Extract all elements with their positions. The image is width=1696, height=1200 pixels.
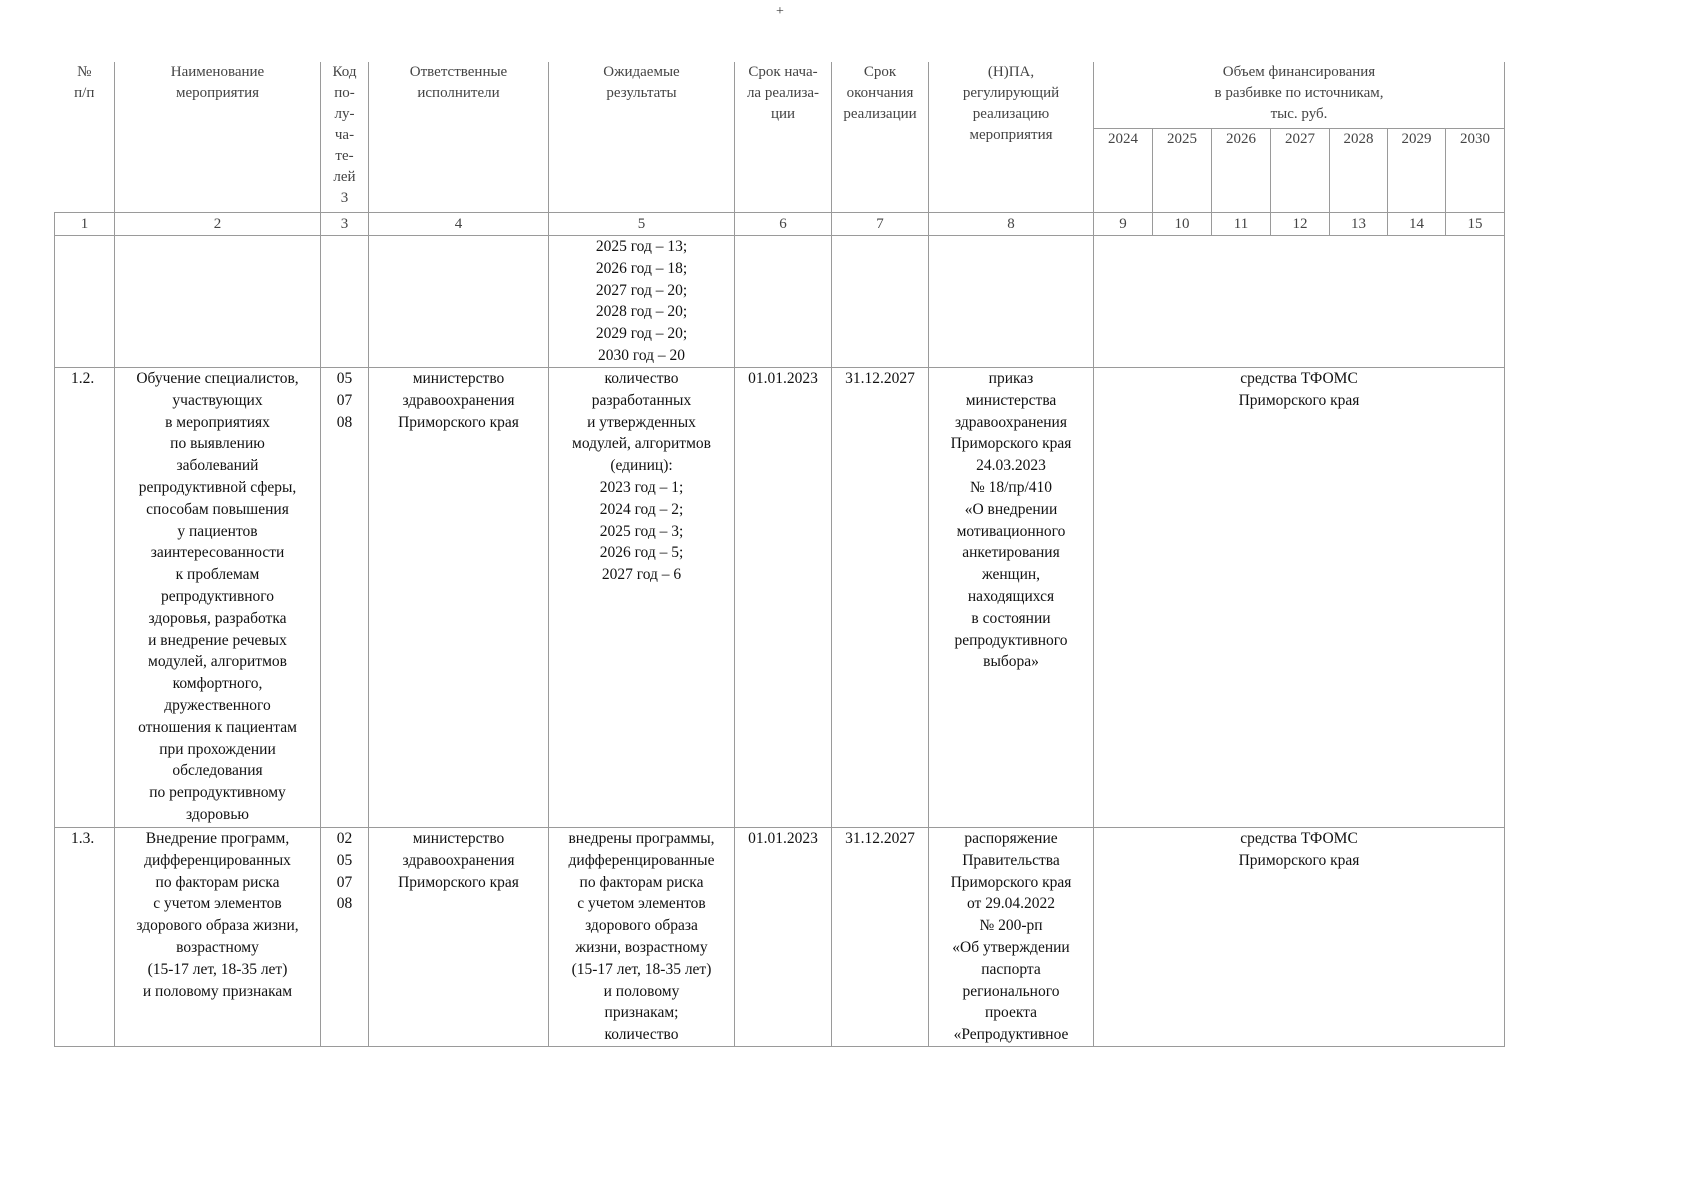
header-name: Наименование мероприятия — [115, 62, 321, 213]
regulating-act: приказ министерства здравоохранения Приморского края 24.03.2023 № 18/пр/410 «О внедрении мотивационного анкетирования женщин, находящихся в состоянии репродуктивного выбора» — [929, 368, 1094, 828]
column-number: 9 — [1094, 213, 1153, 236]
header-year: 2026 — [1212, 129, 1271, 213]
column-number: 2 — [115, 213, 321, 236]
header-year: 2025 — [1153, 129, 1212, 213]
row-number: 1.3. — [55, 828, 115, 1047]
header-end: Срок окончания реализации — [832, 62, 929, 213]
header-funding: Объем финансирования в разбивке по источникам, тыс. руб. — [1094, 62, 1505, 129]
recipient-codes: 05 07 08 — [321, 368, 369, 828]
start-date — [735, 236, 832, 368]
regulating-act — [929, 236, 1094, 368]
header-row — [55, 62, 1505, 129]
row-number — [55, 236, 115, 368]
funding-source — [1094, 236, 1505, 368]
program-table — [54, 62, 1505, 1047]
column-number: 6 — [735, 213, 832, 236]
column-number: 8 — [929, 213, 1094, 236]
executor: министерство здравоохранения Приморского края — [369, 368, 549, 828]
end-date: 31.12.2027 — [832, 368, 929, 828]
table-row — [55, 236, 1505, 368]
header-year: 2029 — [1388, 129, 1446, 213]
row-number: 1.2. — [55, 368, 115, 828]
page-mark: + — [776, 4, 784, 19]
end-date — [832, 236, 929, 368]
header-year: 2028 — [1330, 129, 1388, 213]
expected-results: внедрены программы, дифференцированные по факторам риска с учетом элементов здорового образа жизни, возрастному (15-17 лет, 18-35 лет) и половому признакам; количество — [549, 828, 735, 1047]
header-results: Ожидаемые результаты — [549, 62, 735, 213]
column-number: 13 — [1330, 213, 1388, 236]
column-number: 11 — [1212, 213, 1271, 236]
executor: министерство здравоохранения Приморского края — [369, 828, 549, 1047]
expected-results: 2025 год – 13; 2026 год – 18; 2027 год – 20; 2028 год – 20; 2029 год – 20; 2030 год – 20 — [549, 236, 735, 368]
table-row — [55, 828, 1505, 1047]
measure-name — [115, 236, 321, 368]
header-year: 2030 — [1446, 129, 1505, 213]
column-number-row — [55, 213, 1505, 236]
header-codes: Код по- лу- ча- те- лей 3 — [321, 62, 369, 213]
funding-source: средства ТФОМС Приморского края — [1094, 828, 1505, 1047]
recipient-codes: 02 05 07 08 — [321, 828, 369, 1047]
column-number: 15 — [1446, 213, 1505, 236]
start-date: 01.01.2023 — [735, 828, 832, 1047]
executor — [369, 236, 549, 368]
funding-source: средства ТФОМС Приморского края — [1094, 368, 1505, 828]
header-year: 2027 — [1271, 129, 1330, 213]
table-row — [55, 368, 1505, 828]
header-executors: Ответственные исполнители — [369, 62, 549, 213]
column-number: 10 — [1153, 213, 1212, 236]
recipient-codes — [321, 236, 369, 368]
expected-results: количество разработанных и утвержденных модулей, алгоритмов (единиц): 2023 год – 1; 2024 год – 2; 2025 год – 3; 2026 год – 5; 2027 год – 6 — [549, 368, 735, 828]
column-number: 5 — [549, 213, 735, 236]
regulating-act: распоряжение Правительства Приморского края от 29.04.2022 № 200-рп «Об утверждении паспорта регионального проекта «Репродуктивное — [929, 828, 1094, 1047]
header-npa: (Н)ПА, регулирующий реализацию мероприятия — [929, 62, 1094, 213]
header-no: № п/п — [55, 62, 115, 213]
column-number: 12 — [1271, 213, 1330, 236]
header-start: Срок нача- ла реализа- ции — [735, 62, 832, 213]
column-number: 14 — [1388, 213, 1446, 236]
start-date: 01.01.2023 — [735, 368, 832, 828]
header-year: 2024 — [1094, 129, 1153, 213]
column-number: 4 — [369, 213, 549, 236]
column-number: 1 — [55, 213, 115, 236]
end-date: 31.12.2027 — [832, 828, 929, 1047]
measure-name: Внедрение программ, дифференцированных по факторам риска с учетом элементов здорового образа жизни, возрастному (15-17 лет, 18-35 лет) и половому признакам — [115, 828, 321, 1047]
column-number: 7 — [832, 213, 929, 236]
measure-name: Обучение специалистов, участвующих в мероприятиях по выявлению заболеваний репродуктивной сферы, способам повышения у пациентов заинтересованности к проблемам репродуктивного здоровья, разработка и внедрение речевых модулей, алгоритмов комфортного, дружественного отношения к пациентам при прохождении обследования по репродуктивному здоровью — [115, 368, 321, 828]
column-number: 3 — [321, 213, 369, 236]
